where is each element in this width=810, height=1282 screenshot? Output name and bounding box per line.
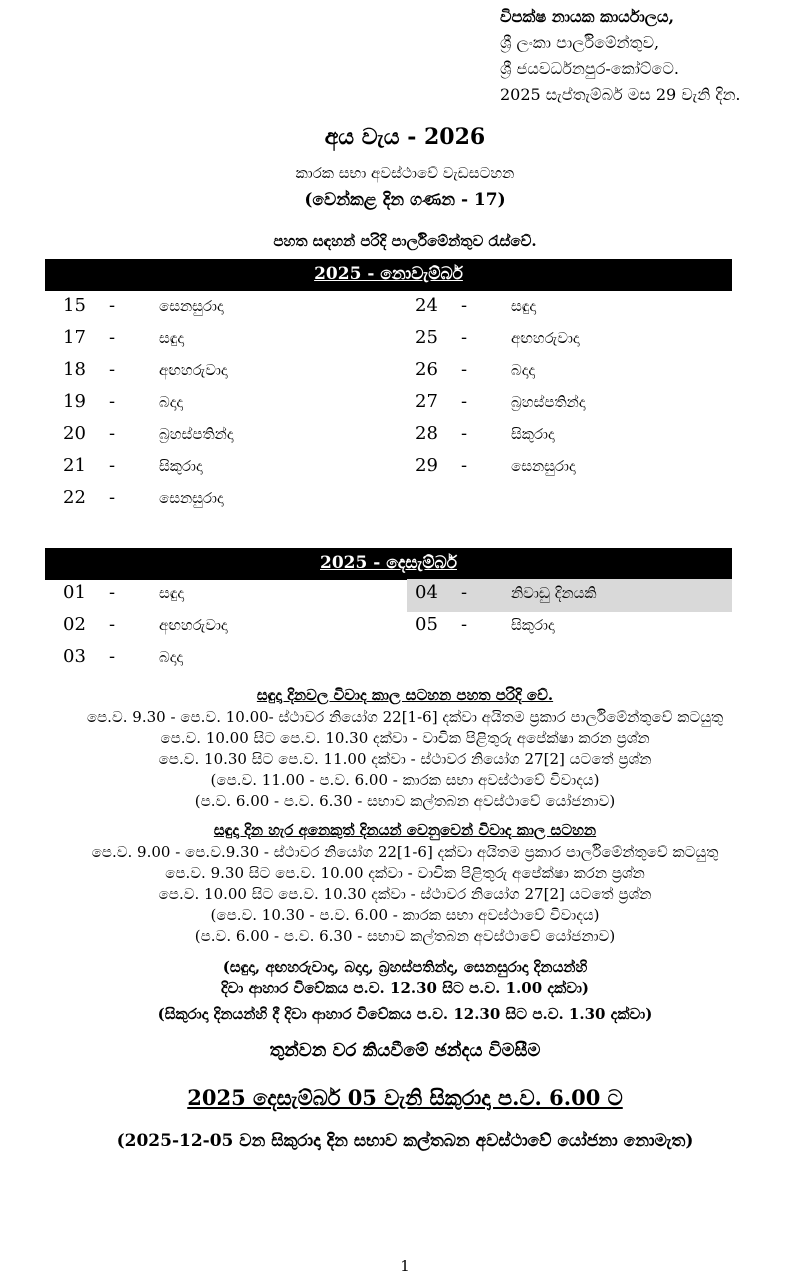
day-number: 29 xyxy=(415,455,438,476)
separator: - xyxy=(109,423,116,444)
day-name: සිකුරාදා xyxy=(511,616,555,634)
separator: - xyxy=(461,391,468,412)
separator: - xyxy=(461,614,468,635)
document-subtitle: කාරක සභා අවස්ථාවේ වැඩසටහන xyxy=(295,164,515,182)
separator: - xyxy=(461,327,468,348)
schedule-line: (පෙ.ව. 10.30 - ප.ව. 6.00 - කාරක සභා අවස්ථාවේ විවාදය) xyxy=(210,906,600,924)
schedule-line: පෙ.ව. 9.00 - පෙ.ව.9.30 - ස්ථාවර නියෝග 22[1-6] දක්වා අයිතම ප්‍රකාර පාර්ලිමේන්තුවේ කටයුතු xyxy=(91,843,719,861)
day-number: 17 xyxy=(63,327,86,348)
day-name: බ්‍රහස්පතින්දා xyxy=(159,425,234,443)
day-number: 02 xyxy=(63,614,86,635)
separator: - xyxy=(109,646,116,667)
day-number: 18 xyxy=(63,359,86,380)
november-header xyxy=(45,259,732,291)
separator: - xyxy=(109,391,116,412)
vote-datetime: 2025 දෙසැම්බර් 05 වැනි සිකුරාදා ප.ව. 6.00 ට xyxy=(187,1085,623,1110)
separator: - xyxy=(109,295,116,316)
lunch-note-line: දිවා ආහාර විවේකය ප.ව. 12.30 සිට ප.ව. 1.00 දක්වා) xyxy=(220,979,590,997)
page-number: 1 xyxy=(400,1257,410,1275)
day-name: සඳුදා xyxy=(159,584,185,602)
day-number: 21 xyxy=(63,455,86,476)
sender-address xyxy=(500,4,741,108)
schedule-line: පෙ.ව. 9.30 - පෙ.ව. 10.00- ස්ථාවර නියෝග 22[1-6] දක්වා අයිතම ප්‍රකාර පාර්ලිමේන්තුවේ කටයුතු xyxy=(86,708,724,726)
day-number: 27 xyxy=(415,391,438,412)
december-header xyxy=(45,548,732,580)
document-title: අය වැය - 2026 xyxy=(324,124,486,150)
office-name: විපක්ෂ නායක කාර්යාලය, xyxy=(500,7,675,26)
day-number: 20 xyxy=(63,423,86,444)
separator: - xyxy=(461,359,468,380)
vote-note: (2025-12-05 වන සිකුරාදා දින සභාව කල්තබන අවස්ථාවේ යෝජනා නොමැත) xyxy=(116,1131,694,1151)
intro-text: පහත සඳහන් පරිදි පාර්ලිමේන්තුව රැස්වේ. xyxy=(273,232,537,250)
schedule-line: පෙ.ව. 9.30 සිට පෙ.ව. 10.00 දක්වා - වාචික පිළිතුරු අපේක්ෂා කරන ප්‍රශ්න xyxy=(165,864,645,882)
day-name: සිකුරාදා xyxy=(511,425,555,443)
day-number: 03 xyxy=(63,646,86,667)
separator: - xyxy=(109,327,116,348)
separator: - xyxy=(461,295,468,316)
day-name: සිකුරාදා xyxy=(159,457,203,475)
letter-date: 2025 සැප්තැම්බර් මස 29 වැනි දින. xyxy=(500,85,741,104)
day-number: 05 xyxy=(415,614,438,635)
day-number: 15 xyxy=(63,295,86,316)
lunch-note-line: (සඳුදා, අඟහරුවාදා, බදාදා, බ්‍රහස්පතින්දා, සෙනසුරාදා දිනයන්හි xyxy=(222,958,588,976)
schedule-line: පෙ.ව. 10.00 සිට පෙ.ව. 10.30 දක්වා - ස්ථාවර නියෝග 27[2] යටතේ ප්‍රශ්න xyxy=(158,885,652,903)
schedule-line: (ප.ව. 6.00 - ප.ව. 6.30 - සභාව කල්තබන අවස්ථාවේ යෝජනාව) xyxy=(194,927,616,945)
day-number: 24 xyxy=(415,295,438,316)
separator: - xyxy=(461,582,468,603)
day-name: අඟහරුවාදා xyxy=(159,616,228,634)
separator: - xyxy=(109,359,116,380)
day-name: සඳුදා xyxy=(159,329,185,347)
separator: - xyxy=(109,582,116,603)
schedule-line: පෙ.ව. 10.30 සිට පෙ.ව. 11.00 දක්වා - ස්ථාවර නියෝග 27[2] යටතේ ප්‍රශ්න xyxy=(158,750,652,768)
other-schedule-heading: සඳුදා දින හැර අනෙකුත් දිනයන් වෙනුවෙන් විවාද කාල සටහන xyxy=(213,821,597,839)
day-number: 01 xyxy=(63,582,86,603)
parliament-name: ශ්‍රී ලංකා පාර්ලිමේන්තුව, xyxy=(500,33,660,52)
day-number: 28 xyxy=(415,423,438,444)
separator: - xyxy=(109,487,116,508)
allocated-days: (වෙන්කළ දින ගණන - 17) xyxy=(304,190,506,210)
day-name: නිවාඩු දිනයකි xyxy=(511,584,597,602)
separator: - xyxy=(461,455,468,476)
day-name: බදාදා xyxy=(511,361,536,379)
day-name: අඟහරුවාදා xyxy=(159,361,228,379)
day-name: අඟහරුවාදා xyxy=(511,329,580,347)
day-name: සෙනසුරාදා xyxy=(159,297,224,315)
december-header-label: 2025 - දෙසැම්බර් xyxy=(320,553,457,573)
schedule-line: පෙ.ව. 10.00 සිට පෙ.ව. 10.30 දක්වා - වාචික පිළිතුරු අපේක්ෂා කරන ප්‍රශ්න xyxy=(160,729,650,747)
day-number: 26 xyxy=(415,359,438,380)
day-number: 22 xyxy=(63,487,86,508)
schedule-line: (පෙ.ව. 11.00 - ප.ව. 6.00 - කාරක සභා අවස්ථාවේ විවාදය) xyxy=(210,771,600,789)
schedule-line: (ප.ව. 6.00 - ප.ව. 6.30 - සභාව කල්තබන අවස්ථාවේ යෝජනාව) xyxy=(194,792,616,810)
vote-heading: තුන්වන වර කියවීමේ ඡන්දය විමසීම xyxy=(269,1040,541,1061)
day-name: සෙනසුරාදා xyxy=(159,489,224,507)
day-name: සෙනසුරාදා xyxy=(511,457,576,475)
separator: - xyxy=(461,423,468,444)
separator: - xyxy=(109,455,116,476)
day-name: බදාදා xyxy=(159,393,184,411)
monday-schedule-heading: සඳුදා දිනවල විවාද කාල සටහන පහත පරිදි වේ. xyxy=(256,686,554,704)
city-name: ශ්‍රී ජයවර්ධනපුර-කෝට්ටෙ. xyxy=(500,59,679,78)
lunch-note-friday: (සිකුරාදා දිනයන්හි දී දිවා ආහාර විවේකය ප.ව. 12.30 සිට ප.ව. 1.30 දක්වා) xyxy=(157,1005,653,1023)
day-name: බ්‍රහස්පතින්දා xyxy=(511,393,586,411)
day-name: සඳුදා xyxy=(511,297,537,315)
day-number: 19 xyxy=(63,391,86,412)
separator: - xyxy=(109,614,116,635)
day-number: 25 xyxy=(415,327,438,348)
november-header-label: 2025 - නොවැම්බර් xyxy=(314,264,463,284)
day-number: 04 xyxy=(415,582,438,603)
day-name: බදාදා xyxy=(159,648,184,666)
